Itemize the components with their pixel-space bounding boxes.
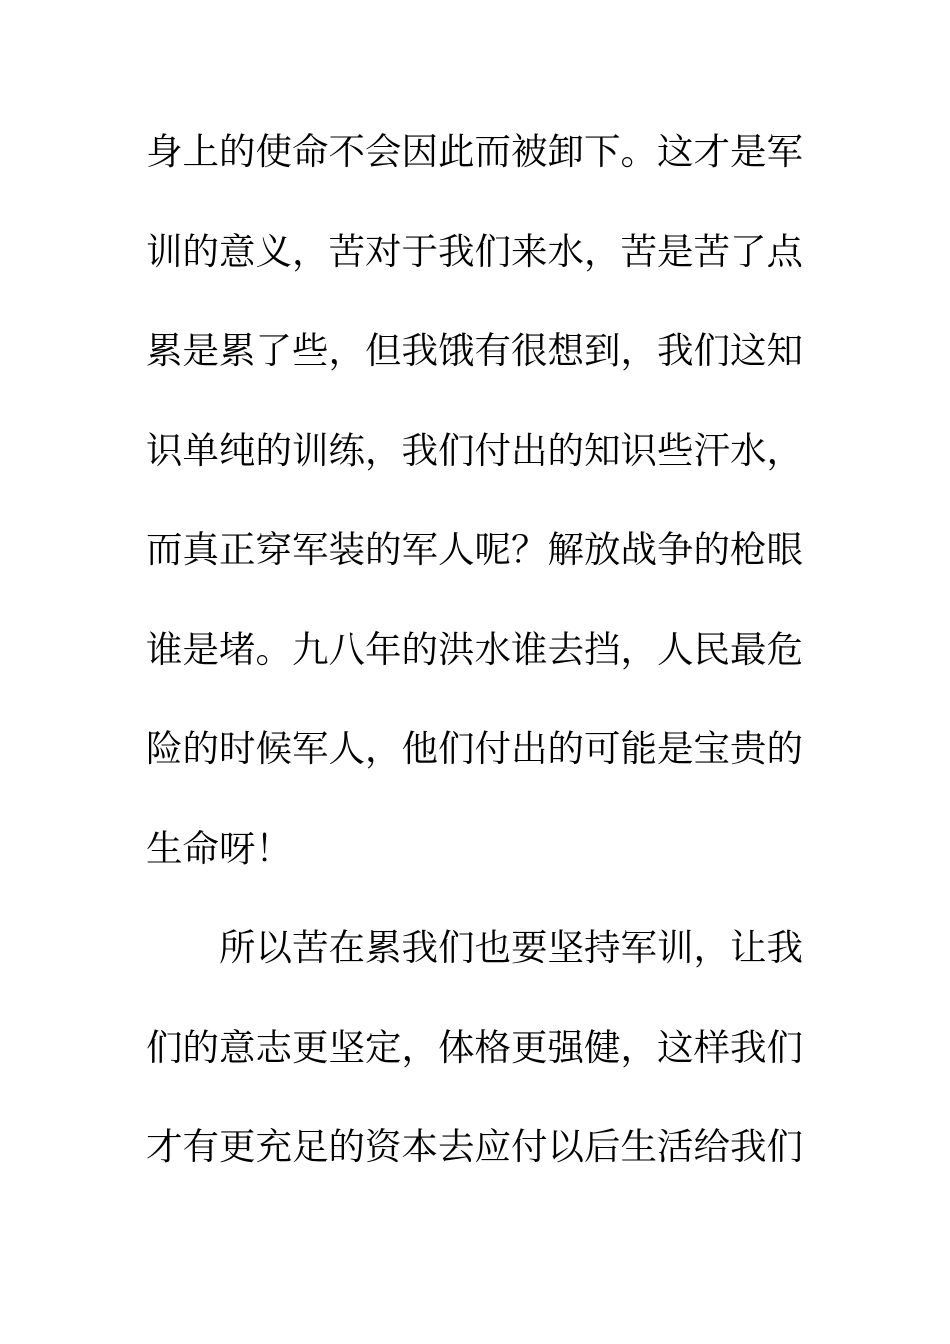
text-line-7: 险的时候军人，他们付出的可能是宝贵的 (146, 727, 803, 770)
text-line-6: 谁是堵。九八年的洪水谁去挡，人民最危 (146, 627, 803, 671)
text-line-8: 生命呀！ (146, 826, 292, 870)
text-line-9: 所以苦在累我们也要坚持军训，让我 (219, 926, 803, 969)
text-line-2: 训的意义，苦对于我们来水，苦是苦了点 (146, 229, 803, 273)
body-text (146, 126, 806, 1221)
text-line-11: 才有更充足的资本去应付以后生活给我们 (146, 1125, 803, 1168)
text-line-4: 识单纯的训练，我们付出的知识些汗水， (146, 428, 803, 472)
text-line-3: 累是累了些，但我饿有很想到，我们这知 (146, 329, 803, 372)
text-line-10: 们的意志更坚定，体格更强健，这样我们 (146, 1025, 803, 1069)
text-line-5: 而真正穿军装的军人呢？解放战争的枪眼 (146, 528, 803, 571)
text-line-1: 身上的使命不会因此而被卸下。这才是军 (146, 130, 803, 173)
